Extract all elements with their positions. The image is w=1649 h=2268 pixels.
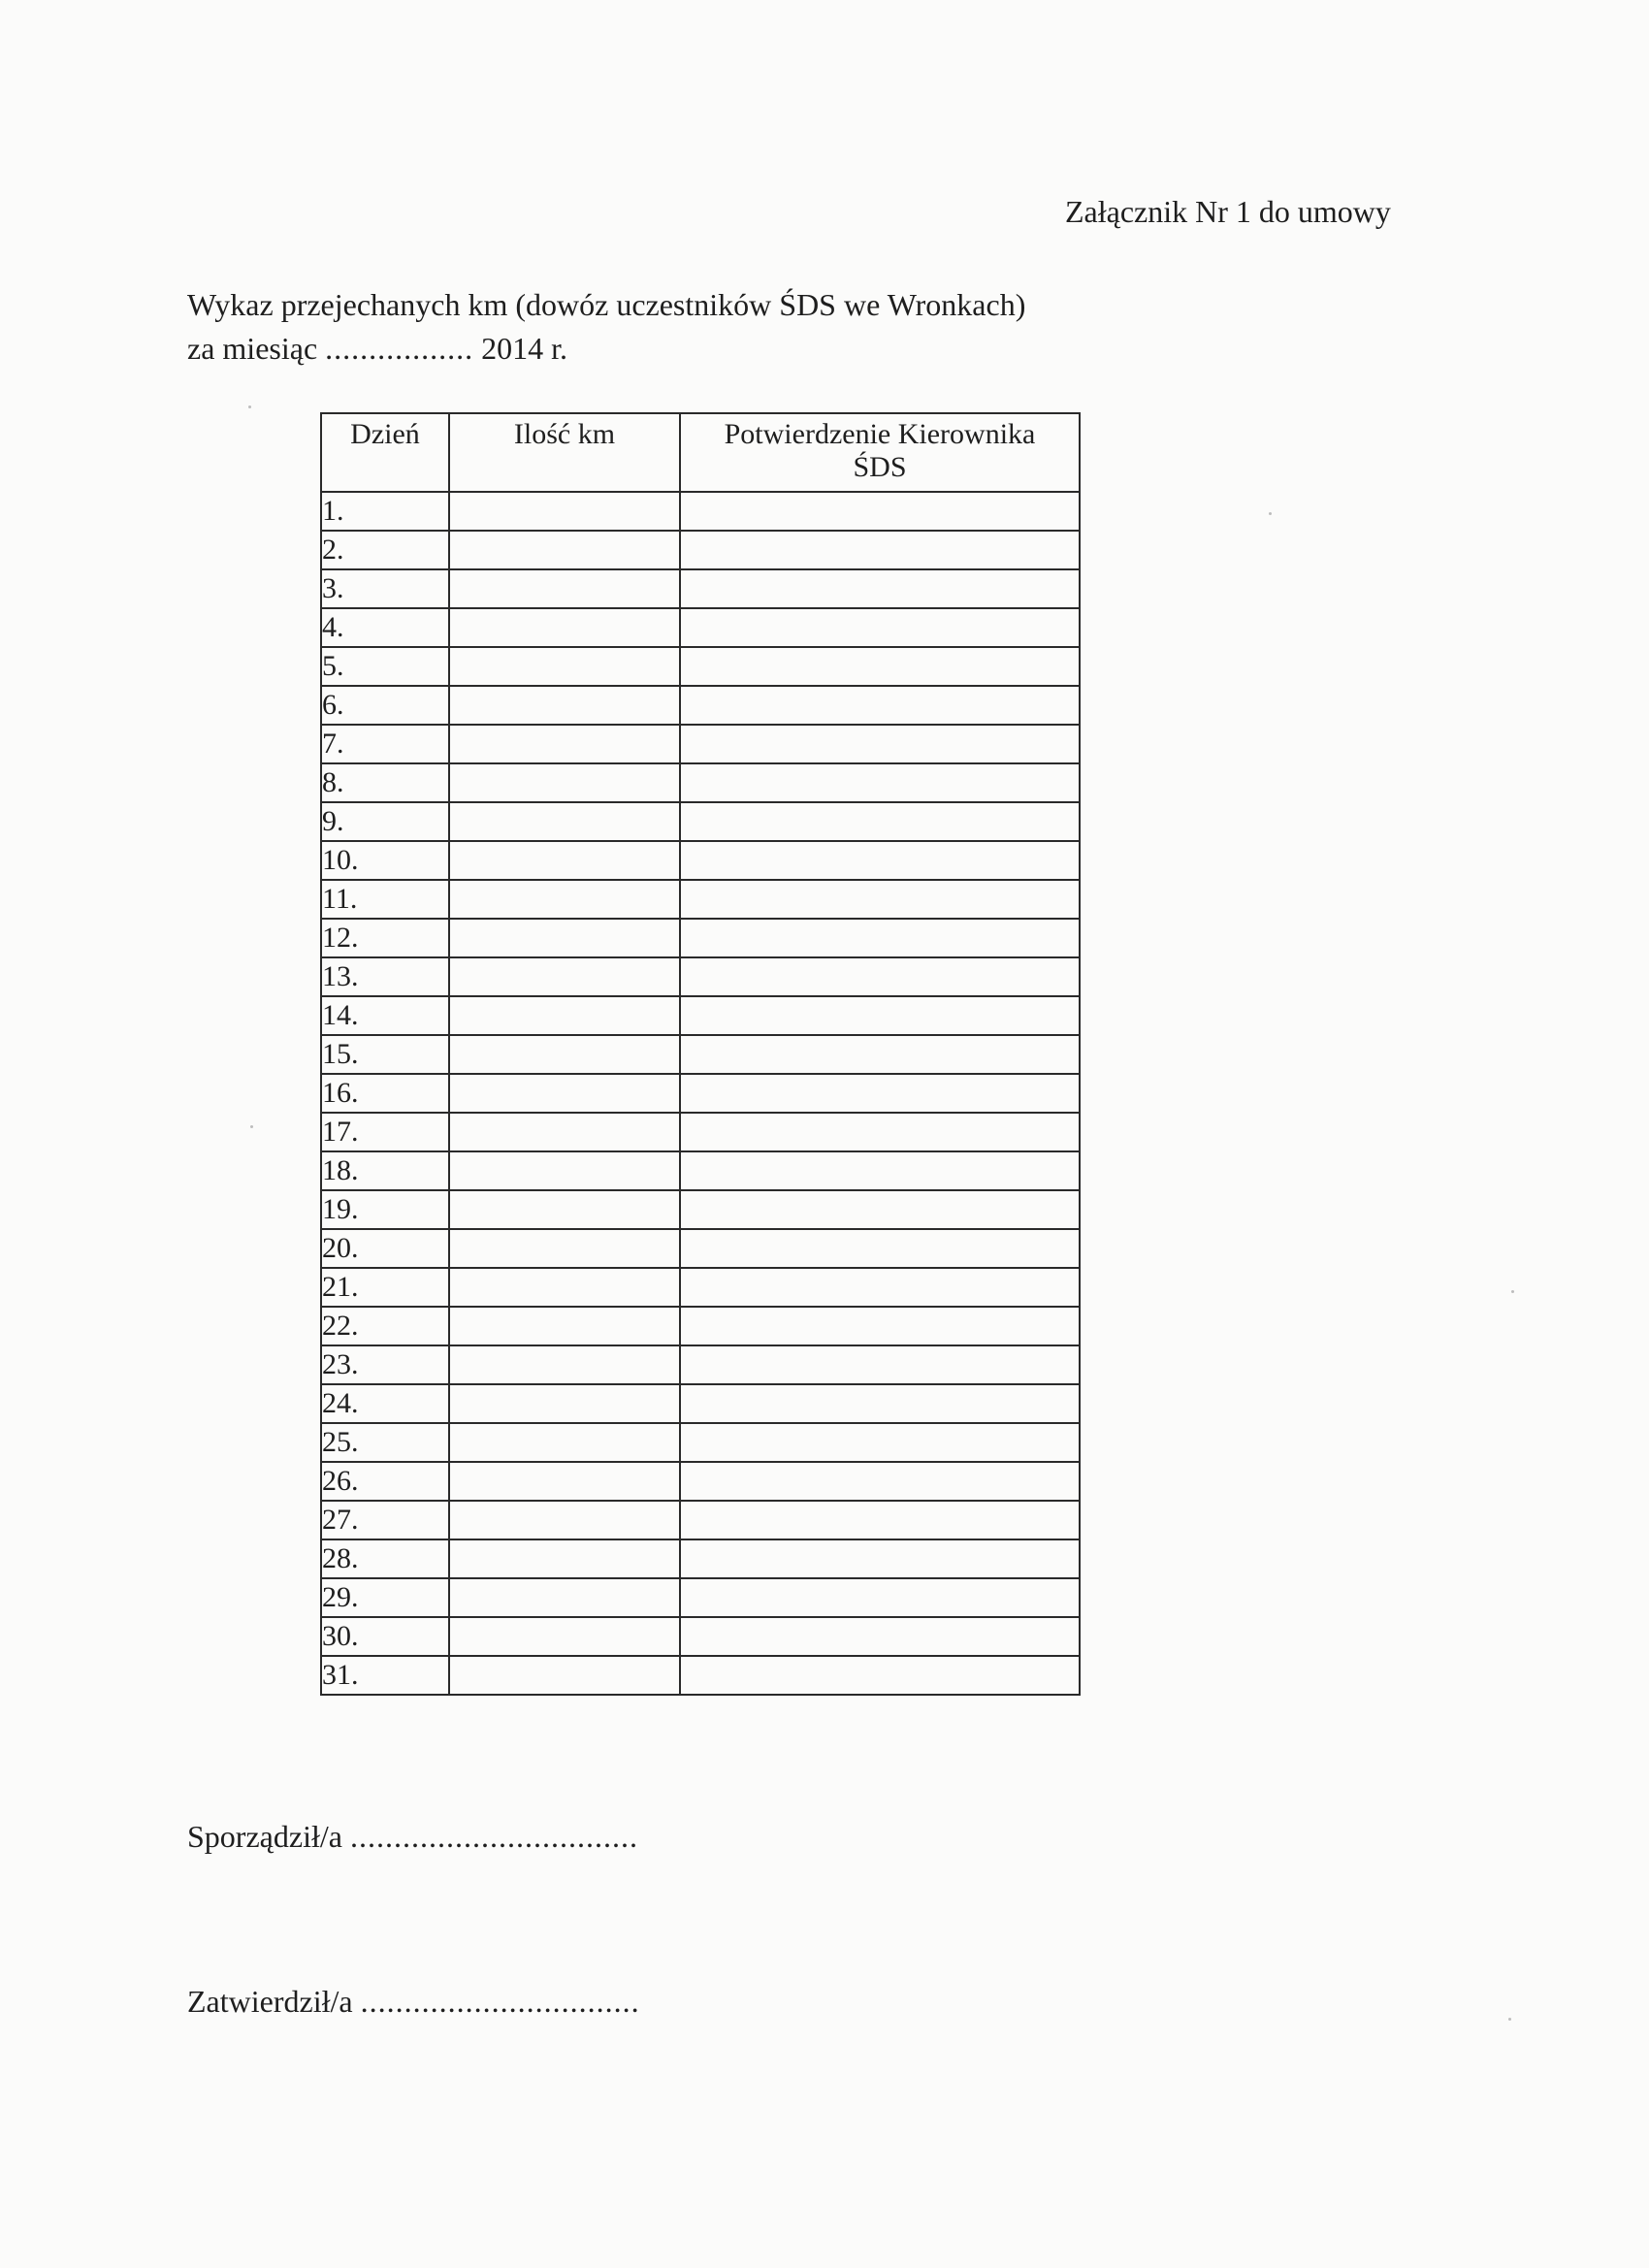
prepared-by-line <box>187 1819 638 1855</box>
confirmation-cell <box>680 531 1080 569</box>
km-cell <box>449 1035 680 1074</box>
km-cell <box>449 1656 680 1695</box>
confirmation-cell <box>680 1268 1080 1307</box>
confirmation-cell <box>680 492 1080 531</box>
km-cell <box>449 1539 680 1578</box>
day-cell: 16. <box>321 1074 449 1113</box>
table-row <box>321 763 1080 802</box>
confirmation-cell <box>680 1307 1080 1345</box>
day-cell: 30. <box>321 1617 449 1656</box>
km-cell <box>449 1074 680 1113</box>
day-cell: 19. <box>321 1190 449 1229</box>
confirmation-cell <box>680 569 1080 608</box>
km-cell <box>449 1151 680 1190</box>
day-cell: 31. <box>321 1656 449 1695</box>
confirmation-cell <box>680 1384 1080 1423</box>
day-cell: 24. <box>321 1384 449 1423</box>
day-cell: 6. <box>321 686 449 725</box>
day-cell: 21. <box>321 1268 449 1307</box>
confirmation-cell <box>680 1074 1080 1113</box>
table-row <box>321 1035 1080 1074</box>
table-row <box>321 647 1080 686</box>
confirmation-cell <box>680 841 1080 880</box>
table-row <box>321 1074 1080 1113</box>
day-cell: 2. <box>321 531 449 569</box>
confirmation-cell <box>680 1578 1080 1617</box>
day-cell: 5. <box>321 647 449 686</box>
prepared-by-label: Sporządził/a <box>187 1819 342 1854</box>
confirmation-cell <box>680 802 1080 841</box>
day-cell: 4. <box>321 608 449 647</box>
confirmation-cell <box>680 1151 1080 1190</box>
km-cell <box>449 569 680 608</box>
table-row <box>321 608 1080 647</box>
km-cell <box>449 1190 680 1229</box>
table-body <box>321 492 1080 1695</box>
table-row <box>321 1113 1080 1151</box>
km-cell <box>449 1345 680 1384</box>
km-cell <box>449 1384 680 1423</box>
day-cell: 11. <box>321 880 449 919</box>
day-cell: 17. <box>321 1113 449 1151</box>
table-row <box>321 1307 1080 1345</box>
km-cell <box>449 996 680 1035</box>
table-row <box>321 569 1080 608</box>
day-cell: 26. <box>321 1462 449 1501</box>
month-label: za miesiąc <box>187 331 318 366</box>
scan-speck <box>1511 1290 1514 1293</box>
confirmation-cell <box>680 1501 1080 1539</box>
km-cell <box>449 531 680 569</box>
mileage-table <box>320 412 1081 1696</box>
table-row <box>321 957 1080 996</box>
confirmation-cell <box>680 1462 1080 1501</box>
table-row <box>321 1229 1080 1268</box>
day-cell: 1. <box>321 492 449 531</box>
table-row <box>321 686 1080 725</box>
confirmation-cell <box>680 1617 1080 1656</box>
km-cell <box>449 1617 680 1656</box>
table-row <box>321 1656 1080 1695</box>
scan-speck <box>1269 512 1272 515</box>
km-cell <box>449 1501 680 1539</box>
day-cell: 28. <box>321 1539 449 1578</box>
confirmation-cell <box>680 996 1080 1035</box>
document-title <box>187 283 1025 371</box>
header-confirmation <box>680 413 1080 492</box>
km-cell <box>449 1578 680 1617</box>
km-cell <box>449 919 680 957</box>
approved-by-label: Zatwierdził/a <box>187 1984 353 2019</box>
day-cell: 20. <box>321 1229 449 1268</box>
table-row <box>321 1190 1080 1229</box>
day-cell: 22. <box>321 1307 449 1345</box>
table-row <box>321 880 1080 919</box>
day-cell: 25. <box>321 1423 449 1462</box>
table-header-row <box>321 413 1080 492</box>
km-cell <box>449 725 680 763</box>
day-cell: 23. <box>321 1345 449 1384</box>
day-cell: 12. <box>321 919 449 957</box>
km-cell <box>449 1307 680 1345</box>
day-cell: 14. <box>321 996 449 1035</box>
confirmation-cell <box>680 1345 1080 1384</box>
year-label: 2014 r. <box>481 331 568 366</box>
confirmation-cell <box>680 1229 1080 1268</box>
km-cell <box>449 686 680 725</box>
day-cell: 15. <box>321 1035 449 1074</box>
confirmation-cell <box>680 1656 1080 1695</box>
table-row <box>321 1384 1080 1423</box>
table-row <box>321 841 1080 880</box>
km-cell <box>449 647 680 686</box>
approved-by-line <box>187 1984 640 2020</box>
confirmation-cell <box>680 1539 1080 1578</box>
confirmation-cell <box>680 1423 1080 1462</box>
day-cell: 27. <box>321 1501 449 1539</box>
table-row <box>321 1617 1080 1656</box>
day-cell: 7. <box>321 725 449 763</box>
day-cell: 8. <box>321 763 449 802</box>
km-cell <box>449 1113 680 1151</box>
confirmation-cell <box>680 1035 1080 1074</box>
km-cell <box>449 802 680 841</box>
table-row <box>321 492 1080 531</box>
confirmation-cell <box>680 608 1080 647</box>
confirmation-cell <box>680 957 1080 996</box>
title-line-2 <box>187 327 1025 371</box>
scan-speck <box>248 405 251 408</box>
confirmation-cell <box>680 1113 1080 1151</box>
confirmation-cell <box>680 919 1080 957</box>
km-cell <box>449 1229 680 1268</box>
attachment-label: Załącznik Nr 1 do umowy <box>1065 194 1391 229</box>
table-row <box>321 1501 1080 1539</box>
confirmation-cell <box>680 725 1080 763</box>
table-row <box>321 725 1080 763</box>
day-cell: 18. <box>321 1151 449 1190</box>
table-row <box>321 802 1080 841</box>
prepared-by-blank: ................................. <box>349 1819 638 1854</box>
confirmation-cell <box>680 647 1080 686</box>
approved-by-blank: ................................ <box>360 1984 640 2019</box>
table-row <box>321 1151 1080 1190</box>
confirmation-cell <box>680 686 1080 725</box>
km-cell <box>449 763 680 802</box>
km-cell <box>449 492 680 531</box>
table-row <box>321 1578 1080 1617</box>
day-cell: 3. <box>321 569 449 608</box>
header-km: Ilość km <box>449 413 680 492</box>
day-cell: 29. <box>321 1578 449 1617</box>
km-cell <box>449 1268 680 1307</box>
header-confirmation-line2: ŚDS <box>853 451 907 483</box>
table-row <box>321 919 1080 957</box>
km-cell <box>449 880 680 919</box>
table-row <box>321 1345 1080 1384</box>
confirmation-cell <box>680 880 1080 919</box>
day-cell: 10. <box>321 841 449 880</box>
day-cell: 13. <box>321 957 449 996</box>
table-row <box>321 531 1080 569</box>
table-row <box>321 1268 1080 1307</box>
km-cell <box>449 957 680 996</box>
km-cell <box>449 1462 680 1501</box>
header-confirmation-line1: Potwierdzenie Kierownika <box>724 418 1036 450</box>
confirmation-cell <box>680 763 1080 802</box>
table-row <box>321 1423 1080 1462</box>
table-row <box>321 1539 1080 1578</box>
km-cell <box>449 608 680 647</box>
title-line-1: Wykaz przejechanych km (dowóz uczestników ŚDS we Wronkach) <box>187 287 1026 322</box>
scan-speck <box>250 1125 253 1128</box>
confirmation-cell <box>680 1190 1080 1229</box>
table-row <box>321 1462 1080 1501</box>
table-row <box>321 996 1080 1035</box>
month-blank: ................. <box>325 331 474 366</box>
scan-speck <box>1508 2018 1511 2021</box>
day-cell: 9. <box>321 802 449 841</box>
header-day: Dzień <box>321 413 449 492</box>
km-cell <box>449 1423 680 1462</box>
km-cell <box>449 841 680 880</box>
